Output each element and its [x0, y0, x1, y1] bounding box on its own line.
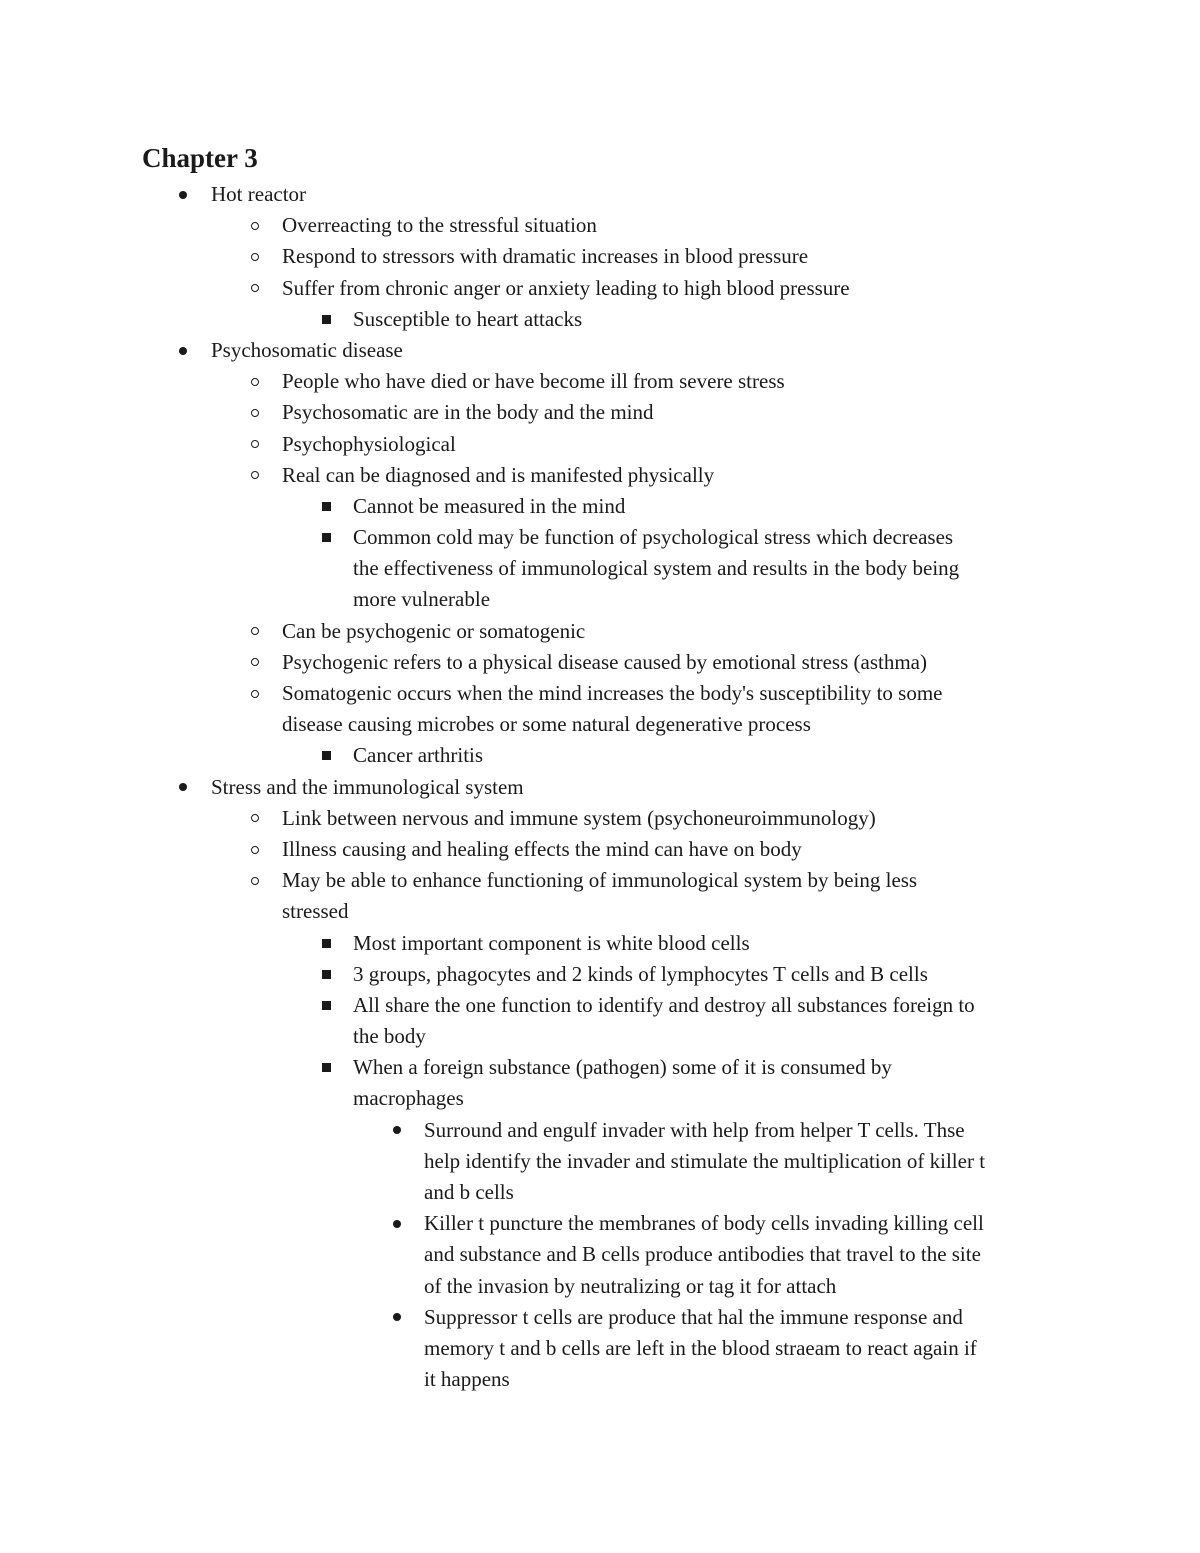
- list-item: [0, 460, 1200, 491]
- list-item: [0, 1208, 1200, 1239]
- list-item-text: and b cells: [424, 1180, 514, 1204]
- list-item-text: the body: [353, 1024, 426, 1049]
- list-item-text: All share the one function to identify and destroy all substances foreign to: [353, 992, 975, 1017]
- list-item-text: Real can be diagnosed and is manifested physically: [282, 462, 715, 487]
- list-item-text: of the invasion by neutralizing or tag it for attach: [424, 1273, 837, 1298]
- list-item-continuation: [0, 553, 1200, 584]
- list-item: [0, 1302, 1200, 1333]
- list-item-text: Illness causing and healing effects the mind can have on body: [282, 836, 802, 861]
- list-item-text: Link between nervous and immune system (psychoneuroimmunology): [282, 805, 876, 830]
- list-item: [0, 273, 1200, 304]
- list-item: [0, 304, 1200, 335]
- circle-bullet-icon: [247, 241, 263, 272]
- list-item-text: disease causing microbes or some natural degenerative process: [282, 712, 811, 737]
- list-item: [0, 1115, 1200, 1146]
- square-bullet-icon: [318, 522, 334, 553]
- dot-bullet-icon: [175, 179, 191, 210]
- list-item: [0, 647, 1200, 678]
- list-item-continuation: [0, 1239, 1200, 1270]
- list-item-text: When a foreign substance (pathogen) some of it is consumed by: [353, 1055, 892, 1080]
- list-item-text: Hot reactor: [211, 182, 307, 206]
- square-bullet-icon: [318, 990, 334, 1021]
- list-item: [0, 522, 1200, 553]
- list-item: [0, 928, 1200, 959]
- list-item: [0, 616, 1200, 647]
- square-bullet-icon: [318, 1052, 334, 1083]
- dot-bullet-icon: [389, 1302, 405, 1333]
- list-item: [0, 740, 1200, 771]
- list-item: [0, 335, 1200, 366]
- list-item-text: Cannot be measured in the mind: [353, 493, 626, 518]
- list-item-text: Psychosomatic are in the body and the mind: [282, 400, 654, 425]
- list-item-continuation: [0, 709, 1200, 740]
- list-item-text: macrophages: [353, 1086, 464, 1111]
- list-item: [0, 366, 1200, 397]
- dot-bullet-icon: [389, 1115, 405, 1146]
- list-item: [0, 241, 1200, 272]
- list-item-text: it happens: [424, 1367, 510, 1392]
- list-item: [0, 429, 1200, 460]
- outline-list: [0, 179, 1200, 1395]
- circle-bullet-icon: [247, 865, 263, 896]
- list-item: [0, 865, 1200, 896]
- list-item-continuation: [0, 584, 1200, 615]
- list-item-text: Susceptible to heart attacks: [353, 306, 583, 331]
- list-item-text: Common cold may be function of psychological stress which decreases: [353, 525, 954, 550]
- list-item: [0, 491, 1200, 522]
- list-item-text: the effectiveness of immunological system and results in the body being: [353, 556, 960, 581]
- square-bullet-icon: [318, 959, 334, 990]
- circle-bullet-icon: [247, 647, 263, 678]
- list-item-text: Suppressor t cells are produce that hal the immune response and: [424, 1304, 963, 1329]
- circle-bullet-icon: [247, 616, 263, 647]
- dot-bullet-icon: [389, 1208, 405, 1239]
- list-item: [0, 772, 1200, 803]
- list-item: [0, 179, 1200, 210]
- list-item-text: People who have died or have become ill from severe stress: [282, 369, 785, 394]
- list-item: [0, 990, 1200, 1021]
- list-item-text: Can be psychogenic or somatogenic: [282, 618, 586, 643]
- list-item: [0, 678, 1200, 709]
- list-item-text: and substance and B cells produce antibodies that travel to the site: [424, 1242, 981, 1267]
- list-item-text: stressed: [282, 899, 349, 924]
- page-title: Chapter 3: [142, 143, 258, 173]
- list-item: [0, 397, 1200, 428]
- circle-bullet-icon: [247, 273, 263, 304]
- square-bullet-icon: [318, 740, 334, 771]
- list-item-continuation: [0, 896, 1200, 927]
- list-item-text: Overreacting to the stressful situation: [282, 213, 597, 238]
- list-item: [0, 834, 1200, 865]
- list-item-text: Psychogenic refers to a physical disease caused by emotional stress (asthma): [282, 649, 927, 674]
- list-item-continuation: [0, 1083, 1200, 1114]
- circle-bullet-icon: [247, 803, 263, 834]
- list-item-continuation: [0, 1271, 1200, 1302]
- square-bullet-icon: [318, 491, 334, 522]
- list-item-text: 3 groups, phagocytes and 2 kinds of lymphocytes T cells and B cells: [353, 961, 928, 986]
- list-item-text: help identify the invader and stimulate the multiplication of killer t: [424, 1148, 986, 1173]
- list-item: [0, 1052, 1200, 1083]
- square-bullet-icon: [318, 928, 334, 959]
- circle-bullet-icon: [247, 210, 263, 241]
- circle-bullet-icon: [247, 678, 263, 709]
- list-item-continuation: [0, 1364, 1200, 1395]
- list-item-text: Cancer arthritis: [353, 743, 484, 768]
- dot-bullet-icon: [175, 335, 191, 366]
- list-item-text: Surround and engulf invader with help from helper T cells. Thse: [424, 1117, 965, 1142]
- dot-bullet-icon: [175, 772, 191, 803]
- list-item-continuation: [0, 1146, 1200, 1177]
- list-item-text: Suffer from chronic anger or anxiety leading to high blood pressure: [282, 275, 850, 300]
- list-item-text: Respond to stressors with dramatic increases in blood pressure: [282, 244, 809, 269]
- list-item-text: Psychophysiological: [282, 431, 456, 456]
- list-item-text: May be able to enhance functioning of immunological system by being less: [282, 868, 918, 893]
- list-item-continuation: [0, 1021, 1200, 1052]
- circle-bullet-icon: [247, 366, 263, 397]
- list-item-text: Stress and the immunological system: [211, 774, 524, 799]
- list-item-text: Somatogenic occurs when the mind increases the body's susceptibility to some: [282, 681, 943, 705]
- circle-bullet-icon: [247, 460, 263, 491]
- list-item-text: Most important component is white blood cells: [353, 930, 750, 955]
- circle-bullet-icon: [247, 429, 263, 460]
- circle-bullet-icon: [247, 397, 263, 428]
- list-item-continuation: [0, 1177, 1200, 1208]
- list-item-text: memory t and b cells are left in the blood straeam to react again if: [424, 1335, 977, 1360]
- list-item: [0, 959, 1200, 990]
- list-item-text: Psychosomatic disease: [211, 337, 403, 362]
- list-item: [0, 803, 1200, 834]
- circle-bullet-icon: [247, 834, 263, 865]
- square-bullet-icon: [318, 304, 334, 335]
- list-item: [0, 210, 1200, 241]
- list-item-text: more vulnerable: [353, 587, 491, 612]
- list-item-text: Killer t puncture the membranes of body cells invading killing cell: [424, 1211, 984, 1236]
- list-item-continuation: [0, 1333, 1200, 1364]
